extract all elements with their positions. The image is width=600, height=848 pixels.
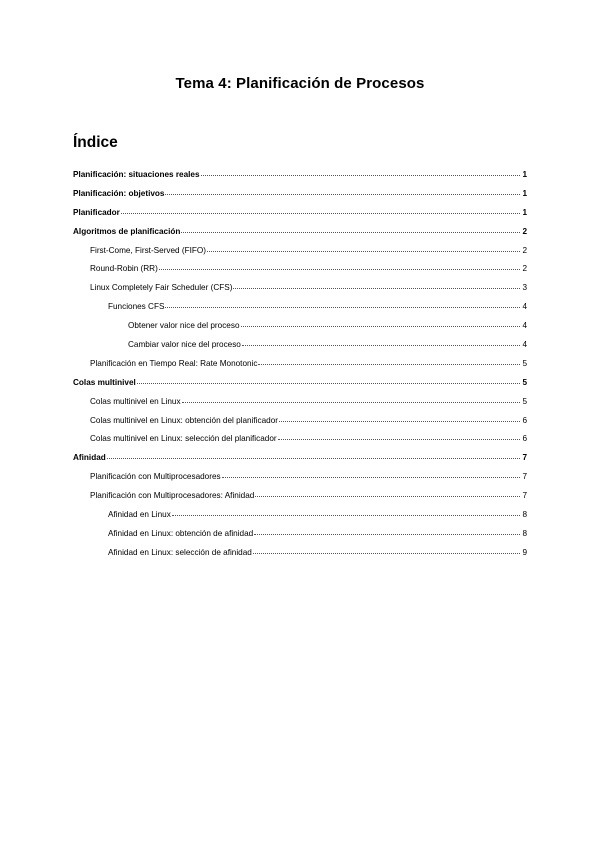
toc-entry[interactable] <box>73 170 527 189</box>
toc-dot-leader <box>121 213 520 214</box>
toc-entry-page-number[interactable]: 3 <box>522 283 527 293</box>
toc-entry-label[interactable]: Round-Robin (RR) <box>90 264 158 274</box>
toc-entry[interactable] <box>73 283 527 302</box>
toc-entry-label[interactable]: Colas multinivel en Linux <box>90 396 181 406</box>
toc-entry[interactable] <box>73 208 527 227</box>
toc-entry-label[interactable]: Afinidad en Linux <box>108 510 171 520</box>
toc-dot-leader <box>181 232 520 233</box>
toc-entry-page-number[interactable]: 2 <box>522 226 527 236</box>
toc-entry-page-number[interactable]: 1 <box>522 170 527 179</box>
toc-entry[interactable] <box>73 246 527 265</box>
toc-dot-leader <box>278 439 520 440</box>
toc-dot-leader <box>159 269 520 270</box>
toc-entry-page-number[interactable]: 4 <box>522 340 527 350</box>
toc-dot-leader <box>253 553 520 554</box>
table-of-contents <box>73 170 527 567</box>
toc-dot-leader <box>233 288 520 289</box>
toc-entry-page-number[interactable]: 7 <box>522 491 527 501</box>
toc-entry-label[interactable]: Colas multinivel en Linux: obtención del planificador <box>90 415 278 425</box>
toc-entry[interactable] <box>73 264 527 283</box>
toc-entry[interactable] <box>73 416 527 435</box>
toc-entry-label[interactable]: Cambiar valor nice del proceso <box>128 340 241 350</box>
toc-entry-page-number[interactable]: 4 <box>522 321 527 331</box>
toc-entry[interactable] <box>73 378 527 397</box>
toc-entry[interactable] <box>73 453 527 472</box>
toc-entry-label[interactable]: Funciones CFS <box>108 302 165 312</box>
toc-entry[interactable] <box>73 321 527 340</box>
toc-dot-leader <box>254 534 520 535</box>
toc-entry-label[interactable]: Planificación: objetivos <box>73 188 165 198</box>
toc-entry-label[interactable]: Obtener valor nice del proceso <box>128 321 240 331</box>
toc-entry[interactable] <box>73 472 527 491</box>
toc-entry-label[interactable]: Afinidad <box>73 453 106 463</box>
toc-entry-label[interactable]: Planificación con Multiprocesadores: Afinidad <box>90 491 255 501</box>
toc-entry[interactable] <box>73 510 527 529</box>
toc-entry-label[interactable]: Algoritmos de planificación <box>73 226 181 236</box>
toc-entry-label[interactable]: Colas multinivel en Linux: selección del planificador <box>90 434 277 444</box>
document-title: Tema 4: Planificación de Procesos <box>175 75 425 92</box>
toc-dot-leader <box>258 364 520 365</box>
toc-dot-leader <box>201 175 520 176</box>
toc-dot-leader <box>279 421 520 422</box>
toc-entry[interactable] <box>73 548 527 567</box>
toc-entry[interactable] <box>73 227 527 246</box>
toc-entry[interactable] <box>73 359 527 378</box>
toc-entry-page-number[interactable]: 2 <box>522 264 527 274</box>
toc-entry[interactable] <box>73 340 527 359</box>
toc-dot-leader <box>165 194 520 195</box>
toc-entry[interactable] <box>73 491 527 510</box>
toc-entry[interactable] <box>73 189 527 208</box>
toc-entry-page-number[interactable]: 8 <box>522 528 527 538</box>
toc-entry-label[interactable]: First-Come, First-Served (FIFO) <box>90 245 206 255</box>
toc-entry-label[interactable]: Linux Completely Fair Scheduler (CFS) <box>90 283 233 293</box>
toc-entry-label[interactable]: Planificación en Tiempo Real: Rate Monotonic <box>90 358 258 368</box>
toc-entry-label[interactable]: Afinidad en Linux: obtención de afinidad <box>108 528 254 538</box>
toc-entry-page-number[interactable]: 2 <box>522 245 527 255</box>
toc-entry-page-number[interactable]: 1 <box>522 207 527 217</box>
toc-entry-page-number[interactable]: 6 <box>522 415 527 425</box>
toc-dot-leader <box>241 326 520 327</box>
index-heading: Índice <box>73 134 118 151</box>
toc-dot-leader <box>137 383 520 384</box>
toc-entry-page-number[interactable]: 7 <box>522 472 527 482</box>
toc-entry[interactable] <box>73 397 527 416</box>
toc-dot-leader <box>222 477 520 478</box>
toc-entry-page-number[interactable]: 7 <box>522 453 527 463</box>
toc-entry-page-number[interactable]: 5 <box>522 358 527 368</box>
toc-entry-page-number[interactable]: 5 <box>522 396 527 406</box>
toc-entry-page-number[interactable]: 9 <box>522 547 527 557</box>
toc-entry-label[interactable]: Colas multinivel <box>73 377 136 387</box>
toc-entry[interactable] <box>73 302 527 321</box>
toc-entry-label[interactable]: Planificación: situaciones reales <box>73 170 200 179</box>
toc-dot-leader <box>182 402 520 403</box>
toc-entry-label[interactable]: Planificación con Multiprocesadores <box>90 472 221 482</box>
toc-dot-leader <box>172 515 520 516</box>
toc-dot-leader <box>165 307 520 308</box>
toc-dot-leader <box>242 345 520 346</box>
toc-entry-page-number[interactable]: 6 <box>522 434 527 444</box>
toc-entry-page-number[interactable]: 8 <box>522 510 527 520</box>
toc-dot-leader <box>255 496 520 497</box>
toc-entry-page-number[interactable]: 1 <box>522 188 527 198</box>
toc-entry-page-number[interactable]: 4 <box>522 302 527 312</box>
toc-entry-label[interactable]: Afinidad en Linux: selección de afinidad <box>108 547 252 557</box>
toc-entry-label[interactable]: Planificador <box>73 207 120 217</box>
toc-entry-page-number[interactable]: 5 <box>522 377 527 387</box>
toc-entry[interactable] <box>73 434 527 453</box>
toc-dot-leader <box>207 251 520 252</box>
toc-entry[interactable] <box>73 529 527 548</box>
toc-dot-leader <box>107 458 520 459</box>
